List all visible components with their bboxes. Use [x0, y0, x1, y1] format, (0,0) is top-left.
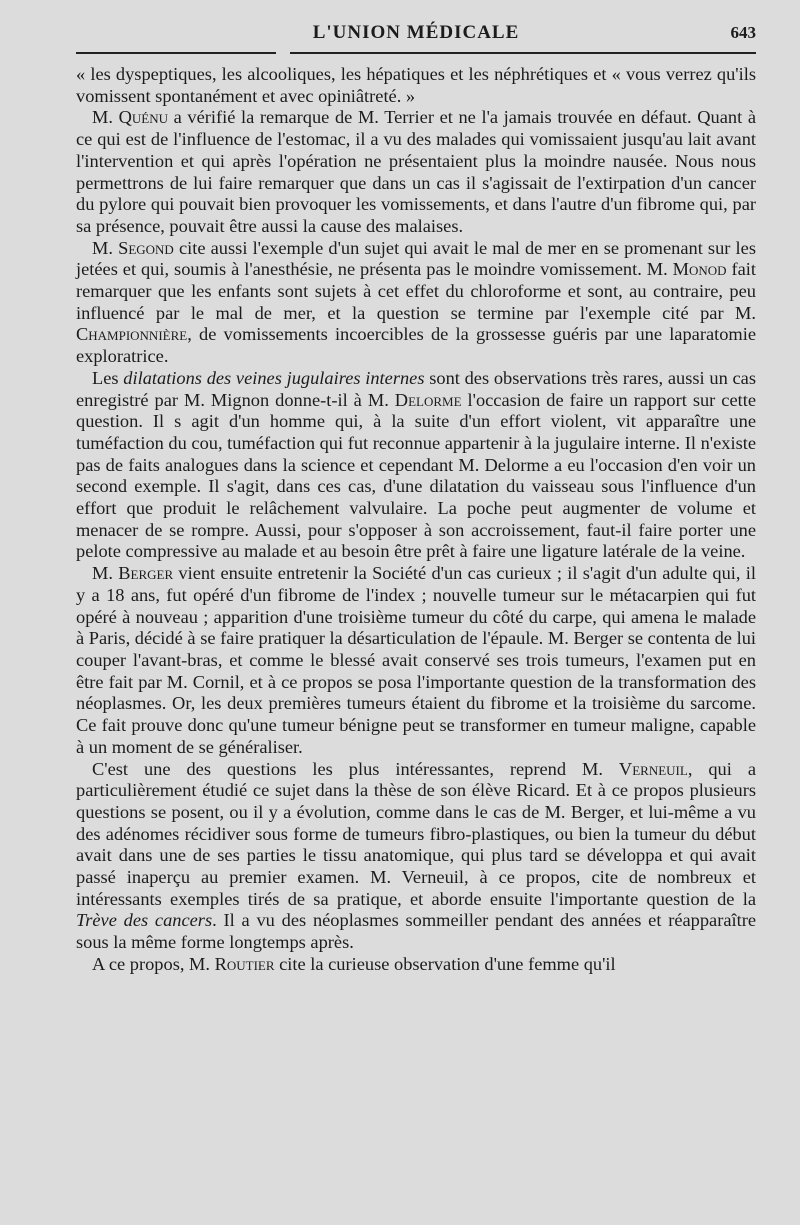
text-run: l'occasion de faire un rapport sur cette question. Il s agit d'un homme qui, à la suite d'un effort violent, vit apparaître une tuméfaction du cou, tuméfaction qui fut reconnue appartenir à la jugulaire interne. Il n'existe pas de faits analogues dans la science et cependant M. Delorme a eu l'occasion d'en voir un second exemple. Il s'agit, dans ces cas, d'une dilatation du vaisseau sous l'influence d'un effort que produit le relâchement valvulaire. La poche peut augmenter de volume et menacer de se rompre. Aussi, pour s'opposer à son accroissement, faut-il faire porter une pelote compressive au malade et au besoin être prêt à faire une ligature latérale de la veine. [76, 389, 756, 562]
author-name: Berger [118, 563, 174, 584]
author-name: Verneuil [618, 758, 688, 779]
paragraph [76, 563, 756, 758]
page-number: 643 [730, 23, 756, 42]
text-run: M. [92, 107, 119, 128]
paragraph [76, 238, 756, 368]
text-run: . Il a vu des néoplasmes sommeiller pendant des années et réapparaître sous la même forme longtemps après. [76, 910, 756, 953]
paragraph [76, 368, 756, 563]
text-run: M. [92, 563, 119, 584]
author-name: Monod [672, 259, 727, 280]
text-run: a vérifié la remarque de M. Terrier et ne l'a jamais trouvée en défaut. Quant à ce qui est de l'influence de l'estomac, il a vu des malades qui vomissaient jusqu'au lait avant l'intervention et qui après l'opération ne présentaient plus la moindre nausée. Nous nous permettrons de lui faire remarquer que dans un cas il s'agissait de l'extirpation d'un cancer du pylore qui pouvait bien provoquer les vomissements, et dans l'autre d'un fibrome qui, par sa présence, pouvait être aussi la cause des malaises. [76, 107, 756, 236]
header-rule-right [290, 52, 756, 54]
author-name: Quénu [118, 107, 168, 128]
text-run: A ce propos, M. [92, 953, 215, 974]
author-name: Routier [214, 953, 275, 974]
paragraph [76, 954, 756, 976]
header-rule [76, 46, 756, 60]
text-run: sont des observations très rares, aussi un cas enregistré par M. Mignon donne-t-il à M. [76, 367, 756, 410]
paragraph [76, 64, 756, 107]
author-name: Championnière [76, 324, 188, 345]
italic-phrase: dilatations des veines jugulaires internes [123, 367, 425, 388]
text-run: cite aussi l'exemple d'un sujet qui avait le mal de mer en se promenant sur les jetées et qui, soumis à l'anesthésie, ne présenta pas le moindre vomissement. M. [76, 237, 756, 280]
text-run: M. [92, 237, 119, 258]
text-run: , de vomissements incoercibles de la grossesse guéris par une laparatomie exploratrice. [76, 324, 756, 367]
author-name: Segond [118, 237, 174, 258]
author-name: Delorme [394, 389, 462, 410]
text-run: « les dyspeptiques, les alcooliques, les hépatiques et les néphrétiques et « vous verrez qu'ils vomissent spontanément et avec opiniâtreté. » [76, 64, 756, 106]
paragraph [76, 107, 756, 237]
page-header [76, 20, 756, 46]
header-rule-left [76, 52, 276, 54]
text-run: vient ensuite entretenir la Société d'un cas curieux ; il s'agit d'un adulte qui, il y a 18 ans, fut opéré d'un fibrome de l'index ; nouvelle tumeur sur le métacarpien qui fut opéré à nouveau ; apparition d'une troisième tumeur du côté du carpe, qui amena le malade à Paris, décidé à se faire pratiquer la désarticulation de l'épaule. M. Berger se contenta de lui couper l'avant-bras, et comme le blessé avait conservé ses trois tumeurs, l'examen put en être fait par M. Cornil, et à ce propos se posa l'importante question de la transformation des néoplasmes. Or, les deux premières tumeurs étaient du fibrome et la troisième du sarcome. Ce fait prouve donc qu'une tumeur bénigne peut se transformer en tumeur maligne, capable à un moment de se généraliser. [76, 563, 756, 757]
text-run: , qui a particulièrement étudié ce sujet dans la thèse de son élève Ricard. Et à ce propos plusieurs questions se posent, ou il y a évolution, comme dans le cas de M. Berger, et lui-même a vu des adénomes récidiver sous forme de tumeurs fibro-plastiques, ou bien la tumeur du début avait dans une de ses parties le tissu anatomique, qui plus tard se développa et qui avait passé inaperçu au premier examen. M. Verneuil, à ce propos, cite de nombreux et intéressants exemples tirés de sa pratique, et aborde ensuite l'importante question de la [76, 758, 756, 909]
text-run: cite la curieuse observation d'une femme qu'il [274, 953, 616, 974]
paragraph [76, 759, 756, 954]
text-run: C'est une des questions les plus intéressantes, reprend M. [92, 758, 619, 779]
text-run: fait remarquer que les enfants sont sujets à cet effet du chloroforme et sont, au contraire, peu influencé par le mal de mer, et la question se termine par l'exemple cité par M. [76, 259, 756, 323]
running-title: L'UNION MÉDICALE [312, 22, 520, 43]
article-body [76, 64, 756, 976]
text-run: Les [92, 367, 124, 388]
italic-phrase: Trève des cancers [76, 910, 213, 931]
